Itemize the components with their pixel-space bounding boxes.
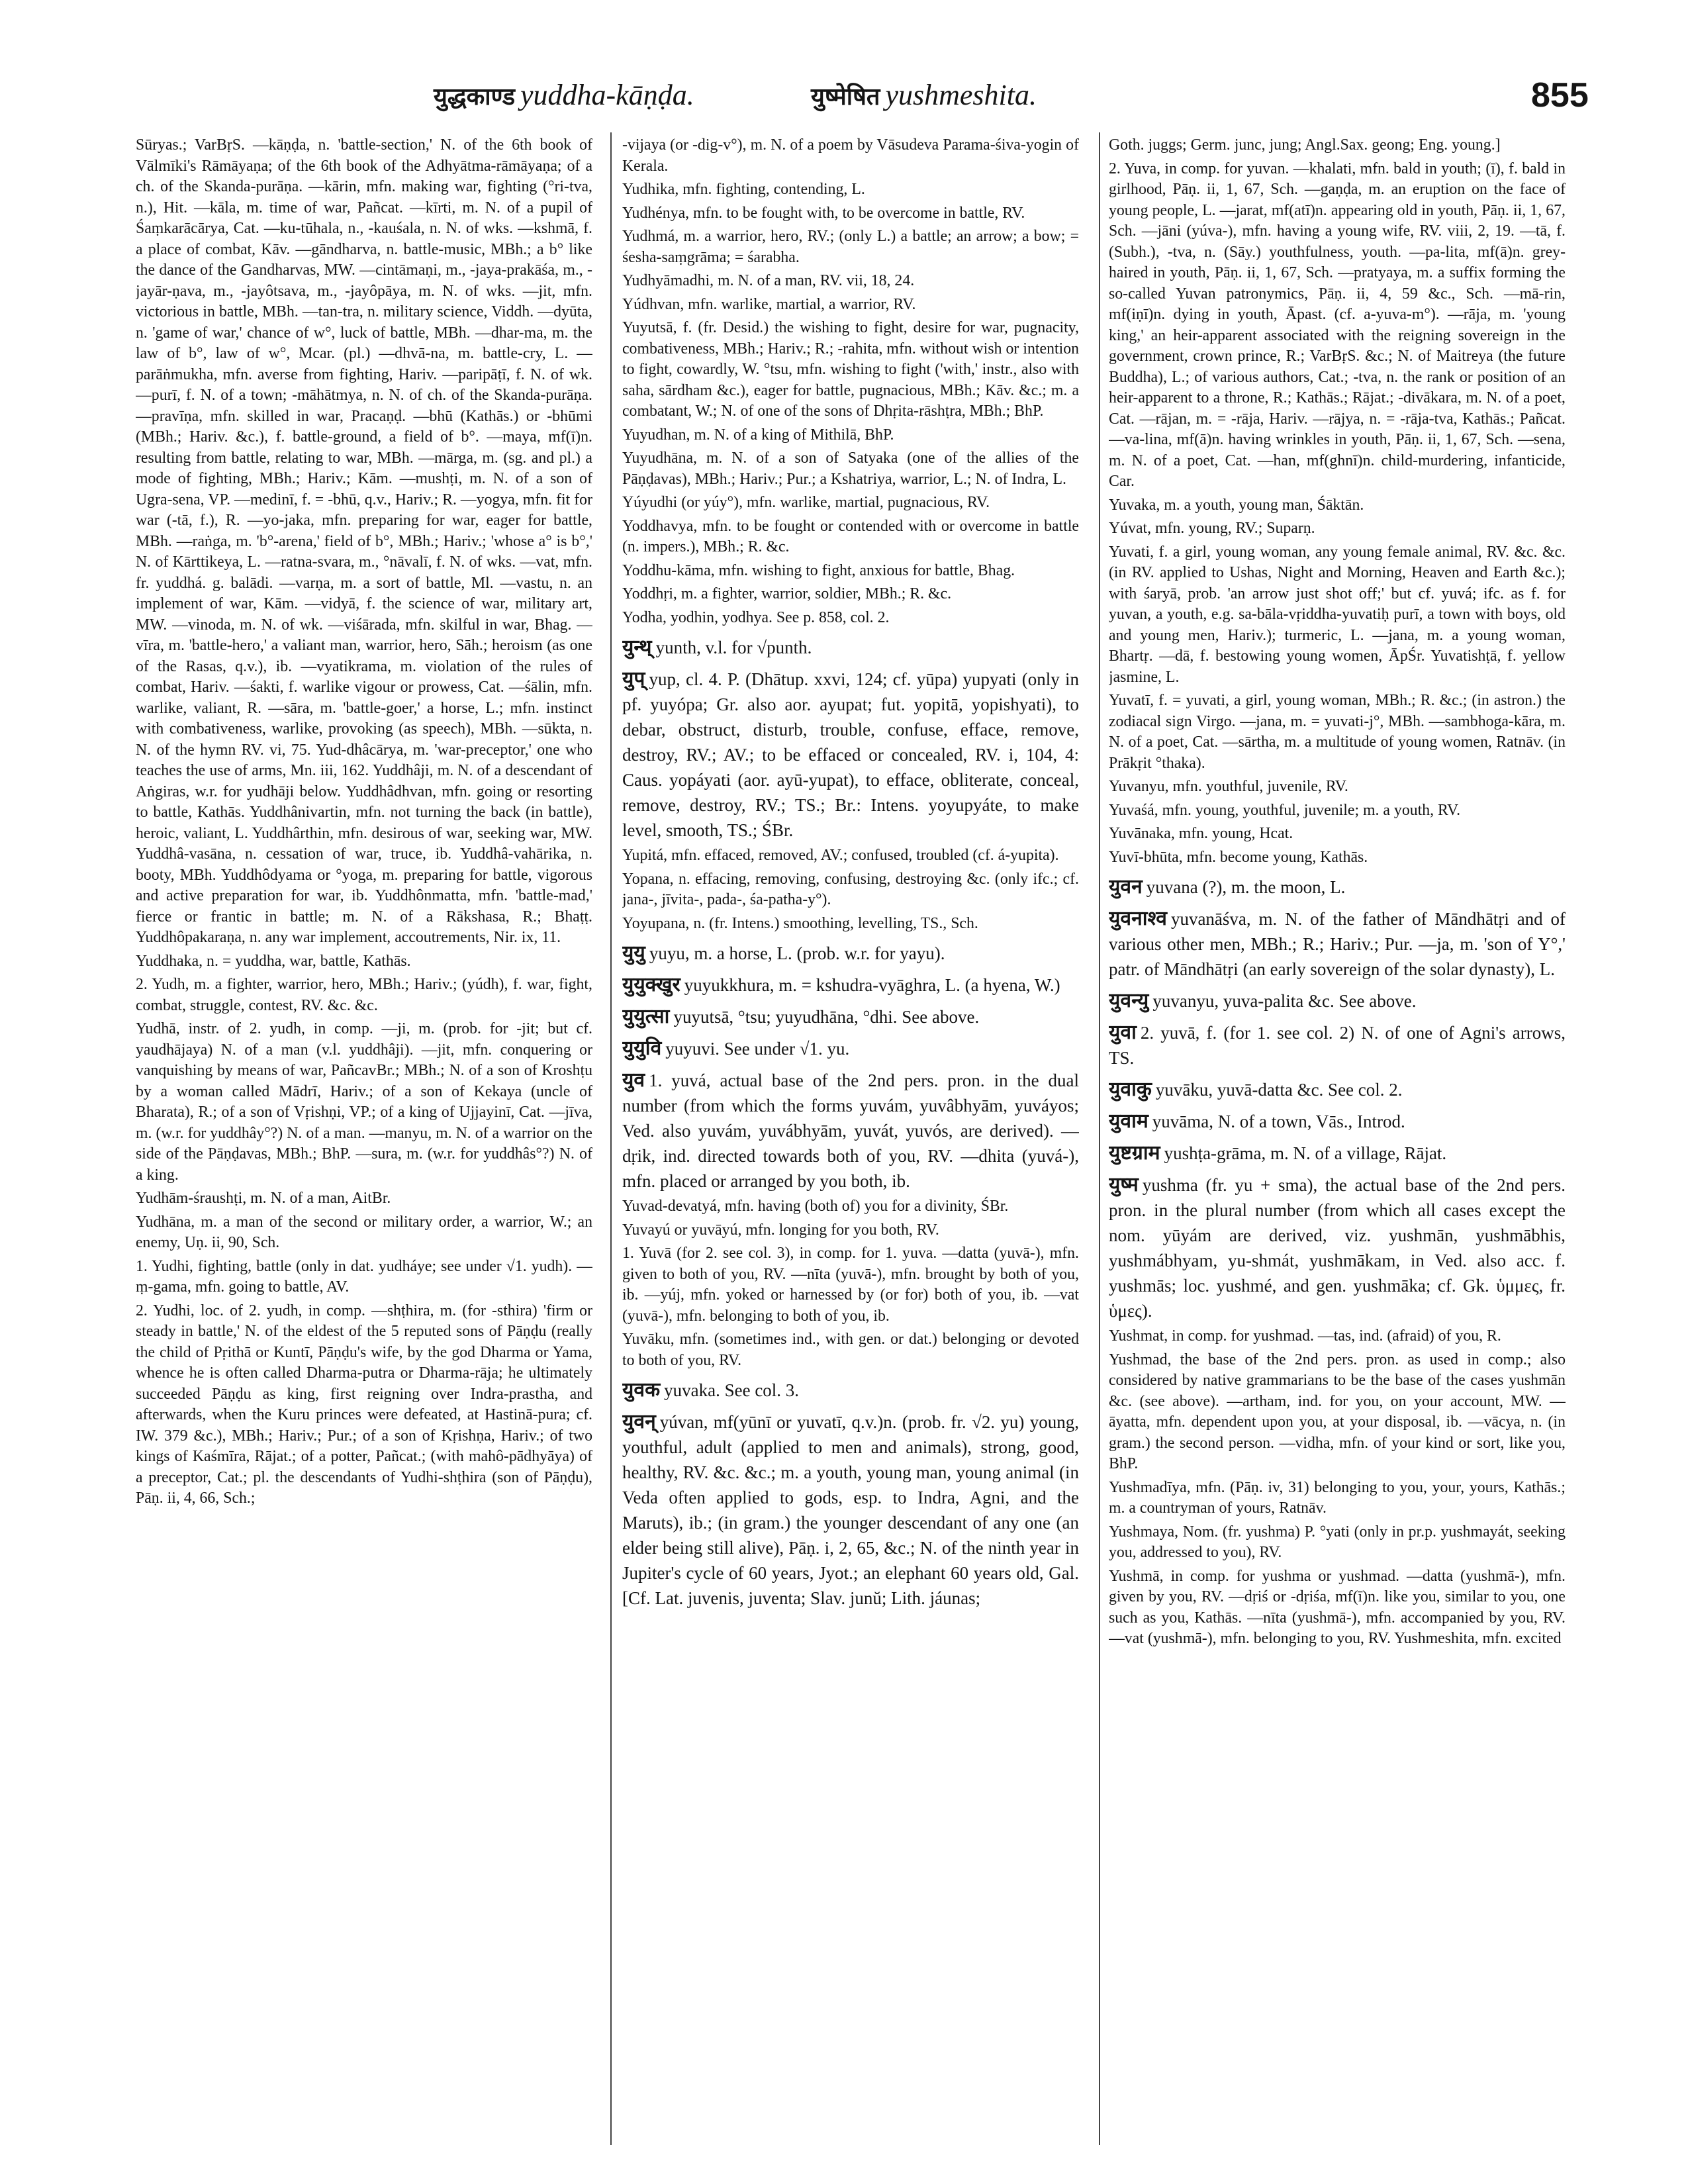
dictionary-entry (622, 226, 1079, 268)
running-head-right-latin: yushmeshita. (885, 79, 1037, 111)
dictionary-entry (136, 1019, 592, 1186)
entry-text: Yushmaya, Nom. (fr. yushma) P. °yati (only in pr.p. yushmayát, seeking you, addressed to you), RV. (1109, 1523, 1566, 1561)
dictionary-entry (136, 1188, 592, 1210)
dictionary-entry (1109, 518, 1566, 540)
dictionary-entry (136, 1257, 592, 1298)
entry-text: -vijaya (or -dig-v°), m. N. of a poem by Vāsudeva Parama-śiva-yogin of Kerala. (622, 136, 1079, 175)
dictionary-entry (622, 1378, 1079, 1403)
dictionary-columns (136, 132, 1566, 2152)
entry-text: Yudhāna, m. a man of the second or military order, a warrior, W.; an enemy, Uṇ. ii, 90, Sch. (136, 1213, 592, 1251)
entry-text: Yúvat, mfn. young, RV.; Suparṇ. (1109, 520, 1315, 537)
entry-text: yuvanyu, yuva-palita &c. See above. (1152, 991, 1417, 1011)
dictionary-entry (622, 493, 1079, 514)
entry-devanagari-headword: युवनाश्व (1109, 907, 1167, 930)
dictionary-entry (622, 1329, 1079, 1371)
dictionary-entry (622, 973, 1079, 998)
entry-text: Yopana, n. effacing, removing, confusing, destroying &c. (only ifc.; cf. jana-, jīvita-, pada-, śa-patha-y°). (622, 870, 1079, 908)
entry-text: 1. yuvá, actual base of the 2nd pers. pron. in the dual number (from which the forms yuvám, yuvâbhyām, yuváyos; Ved. also yuvám, yuvábhyām, yuvát, yuvós, are derived). —dṛik, ind. directed towards both of you, RV. —dhita (yuvá-), mfn. placed or arranged by you both, ib. (622, 1070, 1079, 1191)
entry-text: Yoyupana, n. (fr. Intens.) smoothing, levelling, TS., Sch. (622, 914, 978, 932)
entry-text: Yudhika, mfn. fighting, contending, L. (622, 181, 865, 198)
dictionary-entry (622, 941, 1079, 966)
entry-devanagari-headword: युवा (1109, 1021, 1137, 1044)
entry-text: yuvanāśva, m. N. of the father of Māndhātṛi and of various other men, MBh.; R.; Hariv.; Pur. —ja, m. 'son of Y°,' patr. of Māndhātṛi (an early sovereign of the solar dynasty), L. (1109, 909, 1566, 979)
page-header (136, 78, 1686, 124)
entry-text: Yuvayú or yuvāyú, mfn. longing for you both, RV. (622, 1221, 939, 1239)
entry-text: yuvāku, yuvā-datta &c. See col. 2. (1155, 1080, 1403, 1100)
entry-text: yuyuvi. See under √1. yu. (665, 1039, 850, 1059)
entry-text: Yushmā, in comp. for yushma or yushmad. —datta (yushmā-), mfn. given by you, RV. —dṛiś or -dṛiśa, mf(ī)n. like you, similar to you, one such as you, Kathās. —nīta (yushmā-), mfn. accompanied by you, RV. —vat (yushmā-), mfn. belonging to you, RV. Yushmeshita, mfn. excited (1109, 1567, 1566, 1647)
entry-text: Yuyutsā, f. (fr. Desid.) the wishing to fight, desire for war, pugnacity, combativeness, MBh.; Hariv.; R.; -rahita, mfn. without wish or intention to fight, cowardly, W. °tsu, mfn. wishing to fight ('with,' instr., also with saha, sārdham &c.), eager for battle, pugnacious, MBh.; Kāv. &c.; m. a combatant, W.; N. of one of the sons of Dhṛita-rāshṭra, MBh.; BhP. (622, 319, 1079, 420)
dictionary-entry (1109, 1326, 1566, 1347)
entry-text: Yoddhavya, mfn. to be fought or contended with or overcome in battle (n. impers.), MBh.; R. &c. (622, 517, 1079, 555)
entry-text: Goth. juggs; Germ. junc, jung; Angl.Sax. geong; Eng. young.] (1109, 136, 1501, 154)
entry-text: yup, cl. 4. P. (Dhātup. xxvi, 124; cf. yūpa) yupyati (only in pf. yuyópa; Gr. also aor. ayupat; fut. yopitā, yopishyati), to debar, obstruct, disturb, trouble, confuse, efface, remove, destroy, RV.; AV.; to be effaced or concealed, RV. i, 104, 4: Caus. yopáyati (aor. ayū-yupat), to efface, obliterate, conceal, remove, destroy, RV.; TS.; Br.: Intens. yoyupyáte, to make level, smooth, TS.; ŚBr. (622, 669, 1079, 840)
dictionary-entry (1109, 777, 1566, 798)
running-head-left-devanagari: युद्धकाण्ड (434, 83, 515, 111)
dictionary-entry (622, 425, 1079, 446)
dictionary-entry (1109, 1172, 1566, 1323)
dictionary-entry (1109, 906, 1566, 982)
column-1 (136, 132, 592, 2152)
entry-text: Yuvāku, mfn. (sometimes ind., with gen. or dat.) belonging or devoted to both of you, RV. (622, 1331, 1079, 1369)
page-number: 855 (1531, 76, 1589, 115)
entry-text: Yuddhaka, n. = yuddha, war, battle, Kathās. (136, 952, 411, 970)
entry-text: yuvana (?), m. the moon, L. (1146, 877, 1346, 897)
entry-text: Yushmadīya, mfn. (Pāṇ. iv, 31) belonging to you, your, yours, Kathās.; m. a countryman of yours, Ratnāv. (1109, 1478, 1566, 1517)
running-head-right (811, 78, 1037, 112)
entry-text: Yuvatī, f. = yuvati, a girl, young woman, MBh.; R. &c.; (in astron.) the zodiacal sign Virgo. —jana, m. = yuvati-j°, MBh. —sambhoga-kāra, m. N. of a poet, Cat. —sārtha, m. a multitude of young women, Ratnāv. (in Prākṛit °thaka). (1109, 692, 1566, 772)
dictionary-entry (622, 1196, 1079, 1217)
dictionary-entry (1109, 690, 1566, 774)
entry-text: yuvāma, N. of a town, Vās., Introd. (1152, 1112, 1405, 1131)
entry-text: Yuvad-devatyá, mfn. having (both of) you for a divinity, ŚBr. (622, 1198, 1009, 1215)
entry-text: Yuyudhan, m. N. of a king of Mithilā, BhP. (622, 426, 894, 444)
entry-text: Yodha, yodhin, yodhya. See p. 858, col. 2. (622, 608, 890, 626)
dictionary-entry (622, 584, 1079, 605)
dictionary-entry (1109, 1141, 1566, 1166)
dictionary-entry (1109, 542, 1566, 688)
entry-text: 1. Yuvā (for 2. see col. 3), in comp. for 1. yuva. —datta (yuvā-), mfn. given to both of you, RV. —nīta (yuvā-), mfn. brought by both of you, ib. —yúj, mfn. yoked or harnessed by (or for) both of you, ib. —vat (yuvā-), mfn. belonging to both of you, ib. (622, 1245, 1079, 1325)
entry-text: 2. Yudhi, loc. of 2. yudh, in comp. —shṭhira, m. (for -sthira) 'firm or steady in battle,' N. of the eldest of the 5 reputed sons of Pāṇḍu (really the child of Pṛithā or Kuntī, Pāṇḍu's wife, by the god Dharma or Yama, whence he is often called Dharma-putra or Dharma-rāja; he ultimately succeeded Pāṇḍu as king, first reigning over Indra-prastha, and afterwards, when the Kuru princes were defeated, at Hastinā-pura; cf. IW. 379 &c.), MBh.; Hariv.; Pur.; of a son of Kṛishṇa, Hariv.; of two kings of Kaśmīra, Rājat.; of a potter, Pañcat.; (with mahô-pādhyāya) of a preceptor, Cat.; pl. the descendants of Yudhi-shṭhira (son of Pāṇḍu), Pāṇ. ii, 4, 66, Sch.; (136, 1302, 592, 1507)
column-3 (1109, 132, 1566, 2152)
entry-devanagari-headword: युयुवि (622, 1037, 662, 1060)
entry-text: Yuvaśá, mfn. young, youthful, juvenile; m. a youth, RV. (1109, 801, 1461, 819)
dictionary-entry (622, 135, 1079, 177)
entry-text: Yoddhṛi, m. a fighter, warrior, soldier, MBh.; R. &c. (622, 585, 952, 602)
entry-text: yuyukkhura, m. = kshudra-vyāghra, L. (a hyena, W.) (684, 975, 1060, 995)
dictionary-entry (622, 869, 1079, 911)
entry-text: Yudhmá, m. a warrior, hero, RV.; (only L.) a battle; an arrow; a bow; = śesha-saṃgrāma; = śarabha. (622, 228, 1079, 266)
entry-text: Yudhām-śraushṭi, m. N. of a man, AitBr. (136, 1190, 391, 1207)
entry-text: 2. Yudh, m. a fighter, warrior, hero, MBh.; Hariv.; (yúdh), f. war, fight, combat, struggle, contest, RV. &c. &c. (136, 976, 592, 1014)
dictionary-entry (136, 135, 592, 949)
dictionary-entry (1109, 1350, 1566, 1475)
entry-text: Sūryas.; VarBṛS. —kāṇḍa, n. 'battle-section,' N. of the 6th book of Vālmīki's Rāmāyaṇa; of the 6th book of the Adhyātma-rāmāyaṇa; of a ch. of the Skanda-purāṇa. —kārin, mfn. making war, fighting (°ri-tva, n.), Hit. —kāla, m. time of war, Pañcat. —kīrti, m. N. of a pupil of Śaṃkarācārya, Cat. —ku-tūhala, n., -kauśala, n. N. of wks. —kshmā, f. a place of combat, Kāv. —gāndharva, n. battle-music, MBh.; a b° like the dance of the Gandharvas, MW. —cintāmaṇi, m., -jaya-prakāśa, m., -jayār-ṇava, m., -jayôtsava, m., -jayôpāya, m. N. of wks. —jit, mfn. victorious in battle, MBh. —tan-tra, n. military science, Viddh. —dyūta, n. 'game of war,' chance of w°, luck of battle, MBh. —dhar-ma, m. the law of b°, law of w°, Mcar. (pl.) —dhvā-na, m. battle-cry, L. —parāṅmukha, mfn. averse from fighting, Hariv. —paripāṭī, f. N. of wk. —purī, f. N. of a town; -māhātmya, n. N. of ch. of the Skanda-purāṇa. —pravīṇa, mfn. skilled in war, Pracaṇḍ. —bhū (Kathās.) or -bhūmi (MBh.; Hariv. &c.), f. battle-ground, a field of b°. —maya, mf(ī)n. resulting from battle, relating to war, MBh. —mārga, m. (sg. and pl.) a mode of fighting, MBh.; Hariv.; Kām. —mushṭi, m. N. of a son of Ugra-sena, VP. —medinī, f. = -bhū, q.v., Hariv.; R. —yogya, mfn. fit for war (-tā, f.), R. —yo-jaka, mfn. preparing for war, eager for battle, MBh. —raṅga, m. 'b°-arena,' field of b°, MBh.; Hariv.; 'whose a° is b°,' N. of Kārttikeya, L. —ratna-svara, m., °nāvalī, f. N. of wks. —vat, mfn. fr. yuddhá. g. balādi. —varṇa, m. a sort of battle, Ml. —vastu, n. an implement of war, Kām. —vidyā, f. the science of war, military art, MW. —vinoda, m. N. of wk. —viśārada, mfn. skilful in war, Bhag. —vīra, m. 'battle-hero,' a valiant man, warrior, hero, Sāh.; heroism (as one of the Rasas, q.v.), ib. —vyatikrama, m. violation of the rules of combat, Hariv. —śakti, f. warlike vigour or prowess, Cat. —śālin, mfn. warlike, valiant, R. —sāra, m. 'battle-goer,' a horse, L.; mfn. instinct with combativeness, warlike, provoking (as speech), MBh. —sūkta, n. N. of the hymn RV. vi, 75. Yud-dhâcārya, m. 'war-preceptor,' one who teaches the use of arms, Mn. iii, 162. Yuddhâji, m. N. of a descendant of Aṅgiras, w.r. for yudhāji below. Yuddhâdhvan, mfn. going or resorting to battle, Kathās. Yuddhânivartin, mfn. not turning the back (in battle), heroic, valiant, L. Yuddhârthin, mfn. desirous of war, seeking war, MW. Yuddhâ-vasāna, n. cessation of war, truce, ib. Yuddhâ-vahārika, n. booty, MBh. Yuddhôdyama or °yoga, m. preparing for battle, vigorous and active preparation for war, ib. Yuddhônmatta, mfn. 'battle-mad,' fierce or frantic in battle; m. N. of a Rākshasa, R.; Bhaṭṭ. Yuddhôpakaraṇa, n. any war implement, accoutrements, Nir. ix, 11. (136, 136, 592, 946)
dictionary-entry (622, 1036, 1079, 1061)
dictionary-entry (136, 974, 592, 1016)
dictionary-entry (622, 561, 1079, 582)
dictionary-entry (622, 318, 1079, 422)
dictionary-entry (1109, 988, 1566, 1014)
dictionary-entry (622, 914, 1079, 935)
running-head-right-devanagari: युष्मेषित (811, 83, 880, 111)
entry-text: 2. Yuva, in comp. for yuvan. —khalati, mfn. bald in youth; (ī), f. bald in girlhood, Pāṇ. ii, 1, 67, Sch. —gaṇḍa, m. an eruption on the face of young people, L. —jarat, mf(atī)n. appearing old in youth, Pāṇ. ii, 1, 67, Sch. —jāni (yúva-), mfn. having a young wife, RV. viii, 2, 19. —tā, f. (Subh.), -tva, n. (Sāy.) youthfulness, youth. —pa-lita, mf(ā)n. grey-haired in youth, Pāṇ. ii, 1, 67, Sch. —pratyaya, m. a suffix forming the so-called Yuvan patronymics, Pāṇ. ii, 4, 59 &c., Sch. —mā-rin, mf(iṇī)n. dying in youth, Āpast. (cf. a-yuva-m°). —rāja, m. 'young king,' an heir-apparent associated with the reigning sovereign in the government, crown prince, R.; VarBṛS. &c.; N. of Maitreya (the future Buddha), L.; of various authors, Cat.; -tva, n. the rank or position of an heir-apparent to a throne, R.; Kathās.; Rājat.; -divākara, m. N. of a poet, Cat. —rājan, m. = -rāja, Hariv. —rājya, n. = -rāja-tva, Kathās.; Pañcat. —va-lina, mf(ā)n. having wrinkles in youth, Pāṇ. ii, 1, 67, Sch. —sena, m. N. of a poet, Cat. —han, mf(ghnī)n. child-murdering, infanticide, Car. (1109, 160, 1566, 490)
dictionary-entry (622, 1243, 1079, 1327)
dictionary-entry (622, 1220, 1079, 1241)
dictionary-entry (622, 845, 1079, 867)
dictionary-entry (1109, 159, 1566, 493)
entry-devanagari-headword: युवन्यु (1109, 989, 1149, 1012)
entry-text: Yuvati, f. a girl, young woman, any young female animal, RV. &c. &c. (in RV. applied to Ushas, Night and Morning, Heaven and Earth &c.); with śaryā, prob. 'an arrow just shot off;' but cf. yuvá; ifc. as f. for yuvan, a youth, e.g. sa-bāla-vṛiddha-yuvatiḥ purī, a town with boys, old and young men, Hariv.); turmeric, L. —jana, m. a young woman, Bhartṛ. —dā, f. bestowing young women, ĀpŚr. Yuvatishṭā, f. yellow jasmine, L. (1109, 543, 1566, 686)
dictionary-entry (622, 1004, 1079, 1029)
dictionary-entry (622, 1068, 1079, 1194)
dictionary-entry (1109, 1020, 1566, 1070)
entry-text: Yushmad, the base of the 2nd pers. pron. as used in comp.; also considered by native grammarians to be the base of the cases yushmān &c. (see above). —artham, ind. for you, on your account, MW. —āyatta, mfn. dependent upon you, at your disposal, ib. —vācya, n. (in gram.) the second person. —vidha, mfn. of your kind or sort, like you, BhP. (1109, 1351, 1566, 1472)
entry-text: Yuyudhāna, m. N. of a son of Satyaka (one of the allies of the Pāṇḍavas), MBh.; Hariv.; Pur.; a Kshatriya, warrior, L.; N. of Indra, L. (622, 450, 1079, 488)
column-2 (622, 132, 1079, 2152)
entry-text: 1. Yudhi, fighting, battle (only in dat. yudháye; see under √1. yudh). —ṃ-gama, mfn. going to battle, AV. (136, 1257, 592, 1296)
entry-text: Yupitá, mfn. effaced, removed, AV.; confused, troubled (cf. á-yupita). (622, 847, 1059, 864)
entry-text: Yuvanyu, mfn. youthful, juvenile, RV. (1109, 778, 1348, 795)
entry-devanagari-headword: युष्म (1109, 1173, 1139, 1196)
entry-text: Yúyudhi (or yúy°), mfn. warlike, martial, pugnacious, RV. (622, 494, 990, 511)
dictionary-entry (1109, 1077, 1566, 1102)
dictionary-entry (1109, 1109, 1566, 1134)
dictionary-entry (622, 448, 1079, 490)
dictionary-entry (1109, 1478, 1566, 1519)
entry-devanagari-headword: युप् (622, 667, 645, 690)
dictionary-entry (622, 203, 1079, 224)
entry-text: Yuvī-bhūta, mfn. become young, Kathās. (1109, 848, 1368, 866)
entry-devanagari-headword: युवन् (622, 1410, 656, 1433)
dictionary-entry (622, 608, 1079, 629)
entry-devanagari-headword: युन्थ् (622, 636, 652, 659)
entry-text: Yudhyāmadhi, m. N. of a man, RV. vii, 18, 24. (622, 272, 915, 289)
entry-text: Yushmat, in comp. for yushmad. —tas, ind. (afraid) of you, R. (1109, 1327, 1501, 1345)
entry-text: yushṭa-grāma, m. N. of a village, Rājat. (1164, 1143, 1447, 1163)
entry-devanagari-headword: युवाम (1109, 1110, 1148, 1133)
entry-devanagari-headword: युयुत्सा (622, 1005, 670, 1028)
dictionary-entry (622, 516, 1079, 558)
dictionary-entry (136, 1301, 592, 1509)
entry-text: yunth, v.l. for √punth. (655, 638, 812, 657)
dictionary-entry (622, 295, 1079, 316)
dictionary-entry (1109, 875, 1566, 900)
dictionary-entry (622, 635, 1079, 660)
entry-text: Yúdhvan, mfn. warlike, martial, a warrior, RV. (622, 295, 916, 313)
entry-devanagari-headword: युवन (1109, 875, 1143, 898)
entry-text: yuyu, m. a horse, L. (prob. w.r. for yayu). (649, 943, 945, 963)
dictionary-entry (1109, 1522, 1566, 1564)
dictionary-entry (1109, 800, 1566, 822)
entry-text: yuyutsā, °tsu; yuyudhāna, °dhi. See above. (673, 1007, 980, 1027)
entry-text: Yudhā, instr. of 2. yudh, in comp. —ji, m. (prob. for -jit; but cf. yaudhājaya) N. of a man (v.l. yuddhâji). —jit, mfn. conquering or vanquishing by means of war, PañcavBr.; MBh.; N. of a son of Kroshṭu by a woman called Mādrī, Hariv.; of a son of Kekaya (uncle of Bharata), R.; of a son of Vṛishṇi, VP.; of a king of Ujjayinī, Cat. —jīva, m. (w.r. for yuddhây°?) N. of a man. —manyu, m. N. of a warrior on the side of the Pāṇḍavas, MBh.; BhP. —sura, m. (w.r. for yuddhâs°?) N. of a king. (136, 1020, 592, 1184)
entry-devanagari-headword: युयु (622, 941, 645, 965)
dictionary-entry (136, 951, 592, 973)
entry-text: Yoddhu-kāma, mfn. wishing to fight, anxious for battle, Bhag. (622, 561, 1015, 579)
dictionary-entry (622, 667, 1079, 843)
entry-devanagari-headword: युव (622, 1068, 645, 1092)
entry-text: 2. yuvā, f. (for 1. see col. 2) N. of one of Agni's arrows, TS. (1109, 1023, 1566, 1068)
dictionary-entry (1109, 135, 1566, 156)
entry-text: yuvaka. See col. 3. (664, 1380, 800, 1400)
entry-text: yushma (fr. yu + sma), the actual base of the 2nd pers. pron. in the plural number (from which all cases except the nom. yūyám are derived, viz. yushmān, yushmābhis, yushmábhyam, yu-shmát, yushmākam, in Ved. also acc. f. yushmās; loc. yushmé, and gen. yushmāka; cf. Gk. ὑμμες, fr. ὑμες). (1109, 1175, 1566, 1321)
entry-devanagari-headword: युयुक्खुर (622, 973, 680, 996)
running-head-left-latin: yuddha-kāṇḍa. (520, 79, 694, 111)
dictionary-entry (622, 271, 1079, 292)
dictionary-entry (1109, 847, 1566, 869)
entry-text: Yuvānaka, mfn. young, Hcat. (1109, 825, 1293, 842)
entry-devanagari-headword: युवक (622, 1378, 661, 1401)
dictionary-entry (1109, 495, 1566, 516)
entry-text: yúvan, mf(yūnī or yuvatī, q.v.)n. (prob. fr. √2. yu) young, youthful, adult (applied to men and animals), strong, good, healthy, RV. &c. &c.; m. a youth, young man, young animal (in Veda often applied to gods, esp. to Indra, Agni, and the Maruts), ib.; (in gram.) the younger descendant of any one (an elder being still alive), Pāṇ. i, 2, 65, &c.; N. of the ninth year in Jupiter's cycle of 60 years, Jyot.; an elephant 60 years old, Gal. [Cf. Lat. juvenis, juventa; Slav. junŭ; Lith. jáunas; (622, 1412, 1079, 1608)
dictionary-entry (622, 1409, 1079, 1611)
entry-text: Yuvaka, m. a youth, young man, Śāktān. (1109, 496, 1364, 514)
dictionary-entry (1109, 1566, 1566, 1650)
entry-text: Yudhénya, mfn. to be fought with, to be overcome in battle, RV. (622, 204, 1025, 222)
entry-devanagari-headword: युवाकु (1109, 1078, 1152, 1101)
running-head-left (434, 78, 694, 112)
dictionary-entry (622, 179, 1079, 201)
entry-devanagari-headword: युष्टग्राम (1109, 1141, 1160, 1164)
dictionary-entry (136, 1212, 592, 1254)
dictionary-entry (1109, 824, 1566, 845)
